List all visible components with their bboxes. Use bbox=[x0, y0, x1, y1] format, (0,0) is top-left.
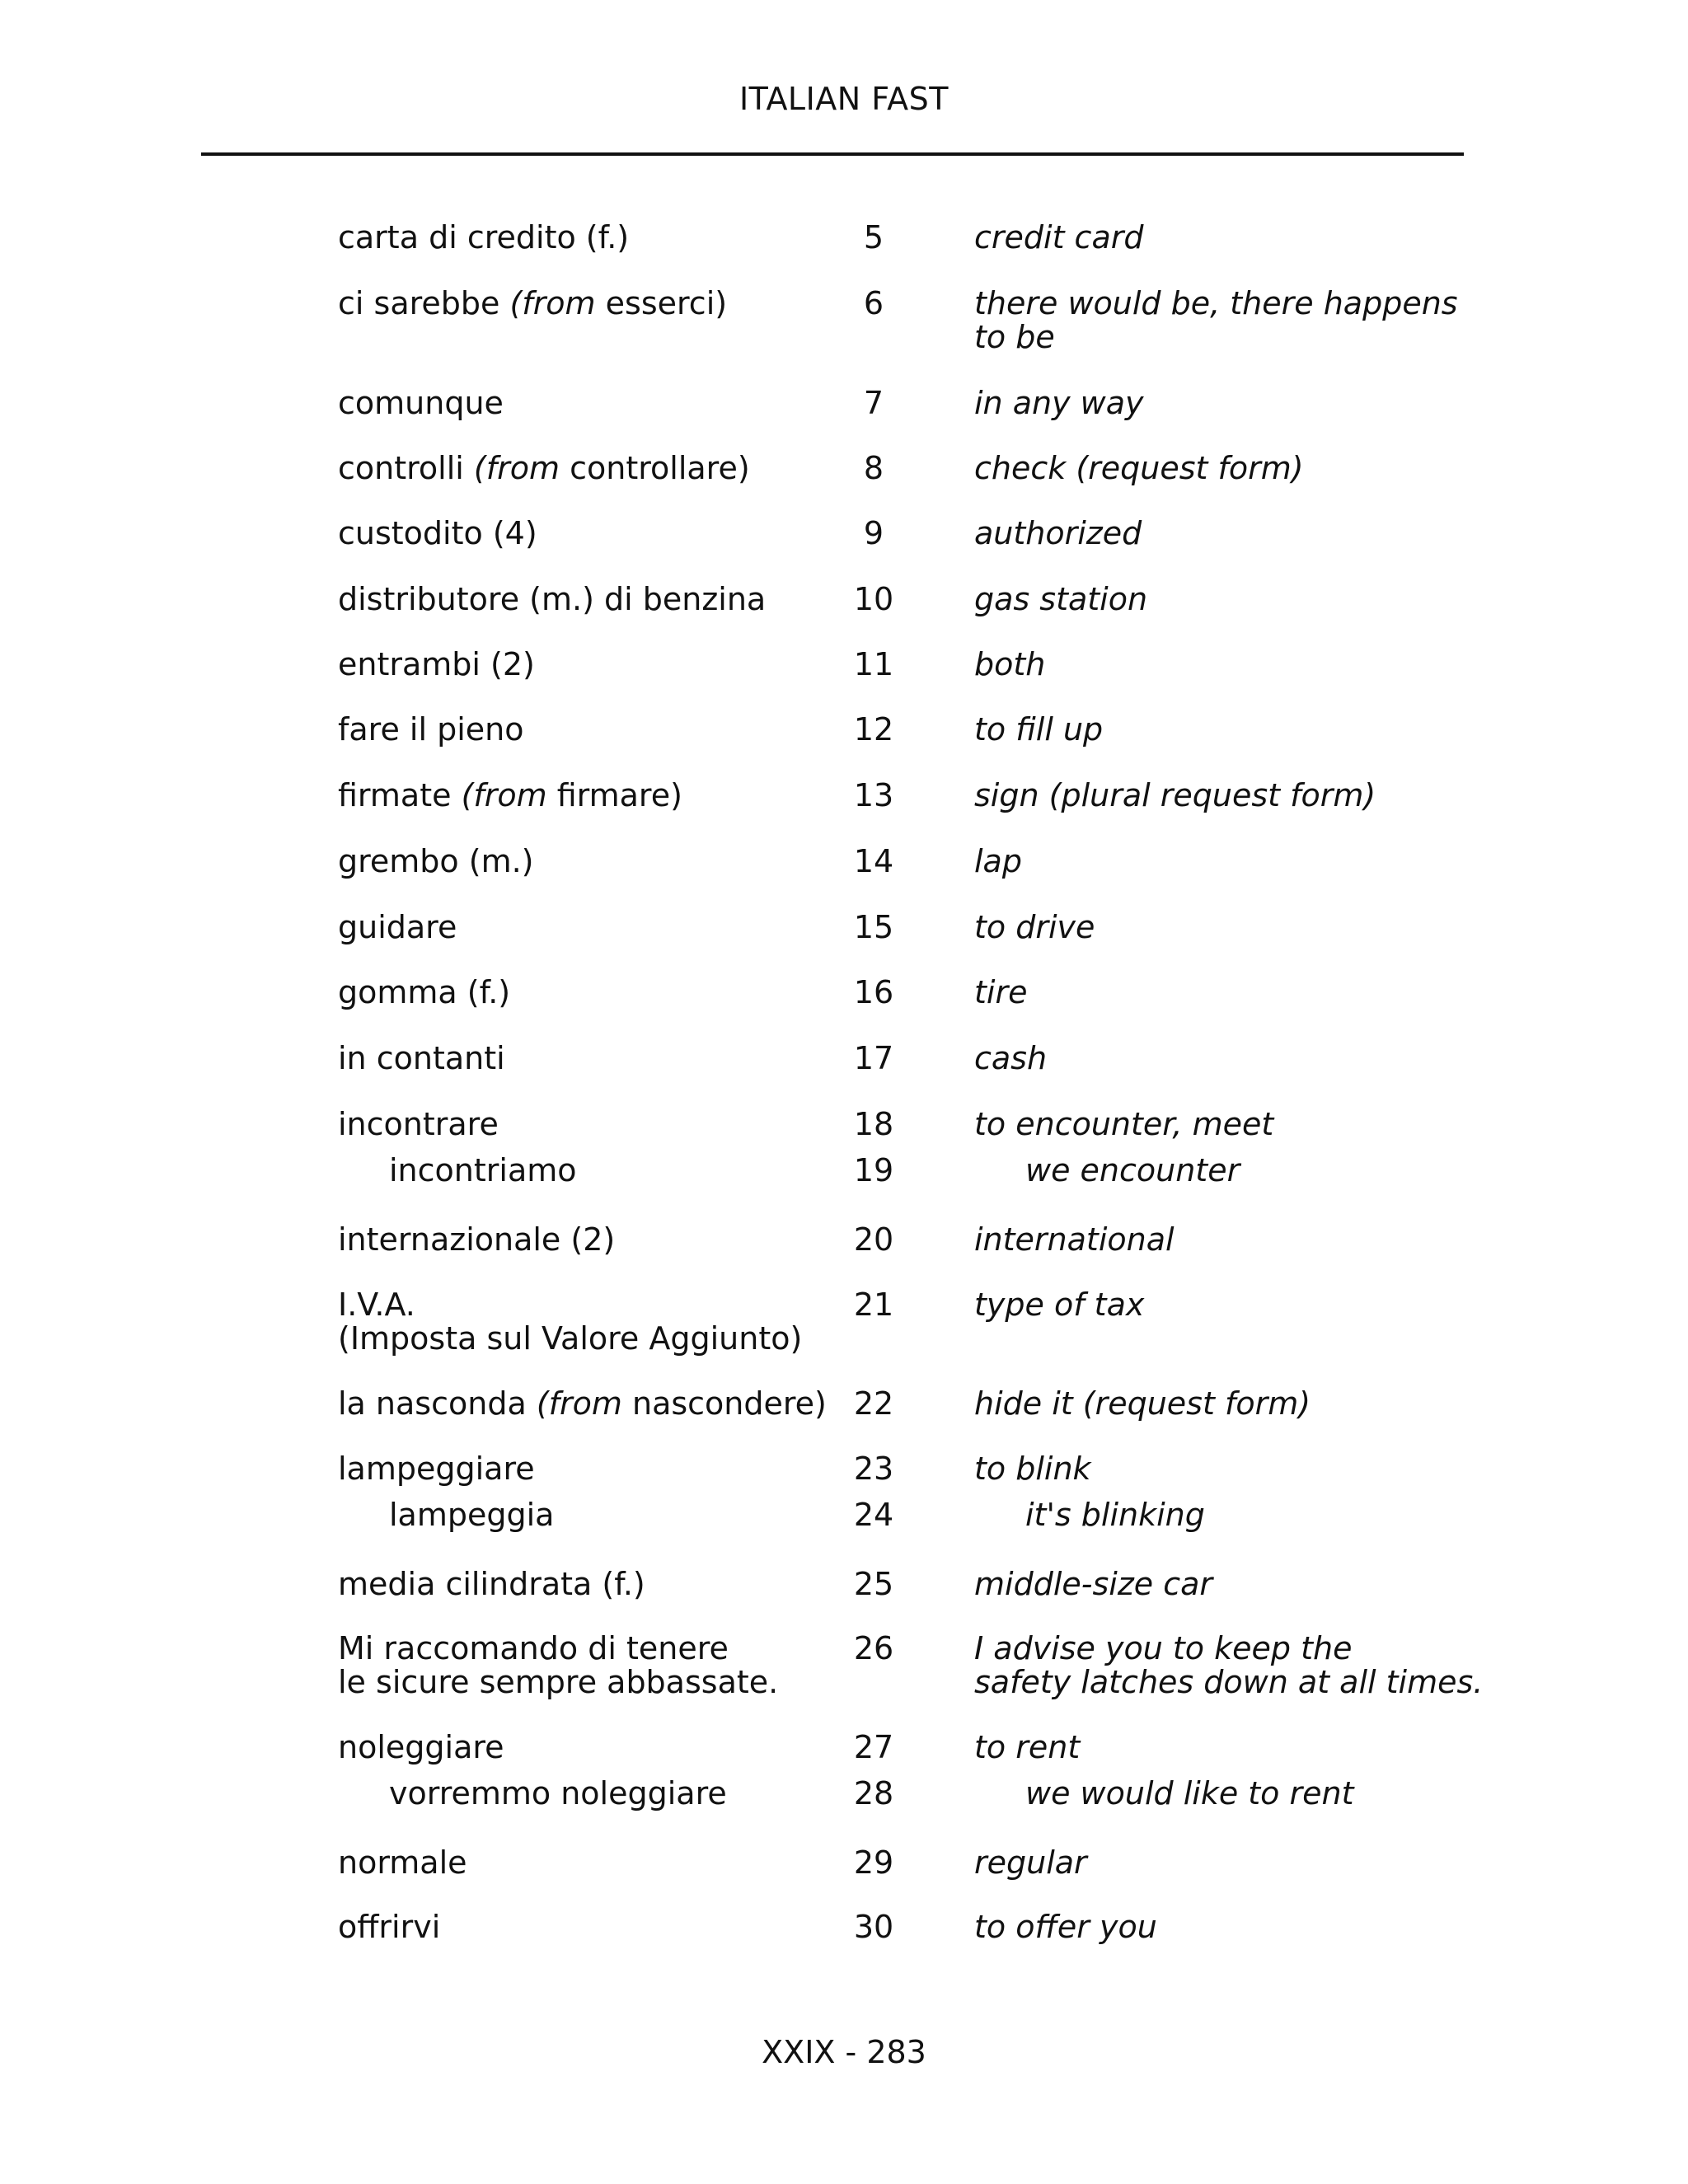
english-translation: type of tax bbox=[974, 1286, 1145, 1323]
english-translation: to drive bbox=[974, 909, 1095, 945]
italian-term: in contanti bbox=[338, 1040, 505, 1076]
english-translation: we encounter bbox=[1025, 1152, 1240, 1188]
entry-number: 12 bbox=[853, 711, 894, 748]
italian-term: distributore (m.) di benzina bbox=[338, 581, 767, 617]
italian-term: offrirvi bbox=[338, 1909, 441, 1945]
source-note: (from bbox=[509, 285, 596, 321]
english-translation: to blink bbox=[974, 1451, 1091, 1487]
english-translation: regular bbox=[974, 1844, 1087, 1881]
entry-number: 27 bbox=[853, 1729, 894, 1765]
english-translation: both bbox=[974, 646, 1046, 682]
entry-number: 17 bbox=[853, 1040, 894, 1076]
entry-number: 22 bbox=[853, 1385, 894, 1422]
italian-term: entrambi (2) bbox=[338, 646, 535, 682]
entry-number: 30 bbox=[853, 1909, 894, 1945]
entry-number: 19 bbox=[853, 1152, 894, 1188]
english-translation: check (request form) bbox=[974, 450, 1304, 486]
english-translation: lap bbox=[974, 843, 1022, 879]
english-translation: authorized bbox=[974, 515, 1142, 551]
italian-term: firmate (from firmare) bbox=[338, 777, 682, 813]
italian-term: normale bbox=[338, 1844, 467, 1881]
english-translation: to offer you bbox=[974, 1909, 1157, 1945]
page-header: ITALIAN FAST bbox=[738, 81, 950, 117]
entry-number: 9 bbox=[863, 515, 884, 551]
italian-term: gomma (f.) bbox=[338, 974, 511, 1010]
entry-number: 15 bbox=[853, 909, 894, 945]
english-translation: cash bbox=[974, 1040, 1048, 1076]
italian-term: lampeggiare bbox=[338, 1451, 535, 1487]
english-translation: it's blinking bbox=[1025, 1497, 1205, 1533]
entry-number: 21 bbox=[853, 1286, 894, 1323]
entry-number: 29 bbox=[853, 1844, 894, 1881]
english-translation: to encounter, meet bbox=[974, 1106, 1274, 1142]
entry-number: 16 bbox=[853, 974, 894, 1010]
entry-number: 26 bbox=[853, 1630, 894, 1666]
entry-number: 8 bbox=[863, 450, 884, 486]
english-translation: middle-size car bbox=[974, 1566, 1213, 1602]
entry-number: 23 bbox=[853, 1451, 894, 1487]
english-translation: gas station bbox=[974, 581, 1148, 617]
entry-number: 25 bbox=[853, 1566, 894, 1602]
italian-term: incontriamo bbox=[389, 1152, 577, 1188]
entry-number: 5 bbox=[863, 219, 884, 255]
italian-term: noleggiare bbox=[338, 1729, 504, 1765]
source-note: (from bbox=[461, 777, 547, 813]
entry-number: 20 bbox=[853, 1221, 894, 1258]
italian-term: incontrare bbox=[338, 1106, 499, 1142]
entry-number: 18 bbox=[853, 1106, 894, 1142]
page-number: XXIX - 283 bbox=[762, 2034, 926, 2070]
italian-term: I.V.A. (Imposta sul Valore Aggiunto) bbox=[338, 1286, 803, 1357]
entry-number: 24 bbox=[853, 1497, 894, 1533]
italian-term: carta di credito (f.) bbox=[338, 219, 630, 255]
source-note: (from bbox=[536, 1385, 622, 1422]
italian-term: lampeggia bbox=[389, 1497, 555, 1533]
italian-term: custodito (4) bbox=[338, 515, 537, 551]
english-translation: there would be, there happens to be bbox=[974, 285, 1458, 355]
english-translation: in any way bbox=[974, 385, 1144, 421]
entry-number: 14 bbox=[853, 843, 894, 879]
italian-term: vorremmo noleggiare bbox=[389, 1775, 727, 1811]
italian-term: la nasconda (from nascondere) bbox=[338, 1385, 827, 1422]
english-translation: international bbox=[974, 1221, 1175, 1258]
english-translation: hide it (request form) bbox=[974, 1385, 1311, 1422]
italian-term: Mi raccomando di tenere le sicure sempre abbassate. bbox=[338, 1630, 779, 1700]
italian-term: comunque bbox=[338, 385, 504, 421]
italian-term: guidare bbox=[338, 909, 457, 945]
entry-number: 13 bbox=[853, 777, 894, 813]
italian-term: internazionale (2) bbox=[338, 1221, 616, 1258]
italian-term: controlli (from controllare) bbox=[338, 450, 750, 486]
source-note: (from bbox=[473, 450, 560, 486]
italian-term: fare il pieno bbox=[338, 711, 524, 748]
entry-number: 7 bbox=[863, 385, 884, 421]
entry-number: 10 bbox=[853, 581, 894, 617]
english-translation: to fill up bbox=[974, 711, 1104, 748]
entry-number: 28 bbox=[853, 1775, 894, 1811]
english-translation: tire bbox=[974, 974, 1028, 1010]
entry-number: 6 bbox=[863, 285, 884, 321]
english-translation: to rent bbox=[974, 1729, 1081, 1765]
italian-term: media cilindrata (f.) bbox=[338, 1566, 645, 1602]
english-translation: sign (plural request form) bbox=[974, 777, 1376, 813]
italian-term: grembo (m.) bbox=[338, 843, 534, 879]
entry-number: 11 bbox=[853, 646, 894, 682]
english-translation: credit card bbox=[974, 219, 1144, 255]
english-translation: I advise you to keep the safety latches down at all times. bbox=[974, 1630, 1484, 1700]
italian-term: ci sarebbe (from esserci) bbox=[338, 285, 728, 321]
english-translation: we would like to rent bbox=[1025, 1775, 1354, 1811]
